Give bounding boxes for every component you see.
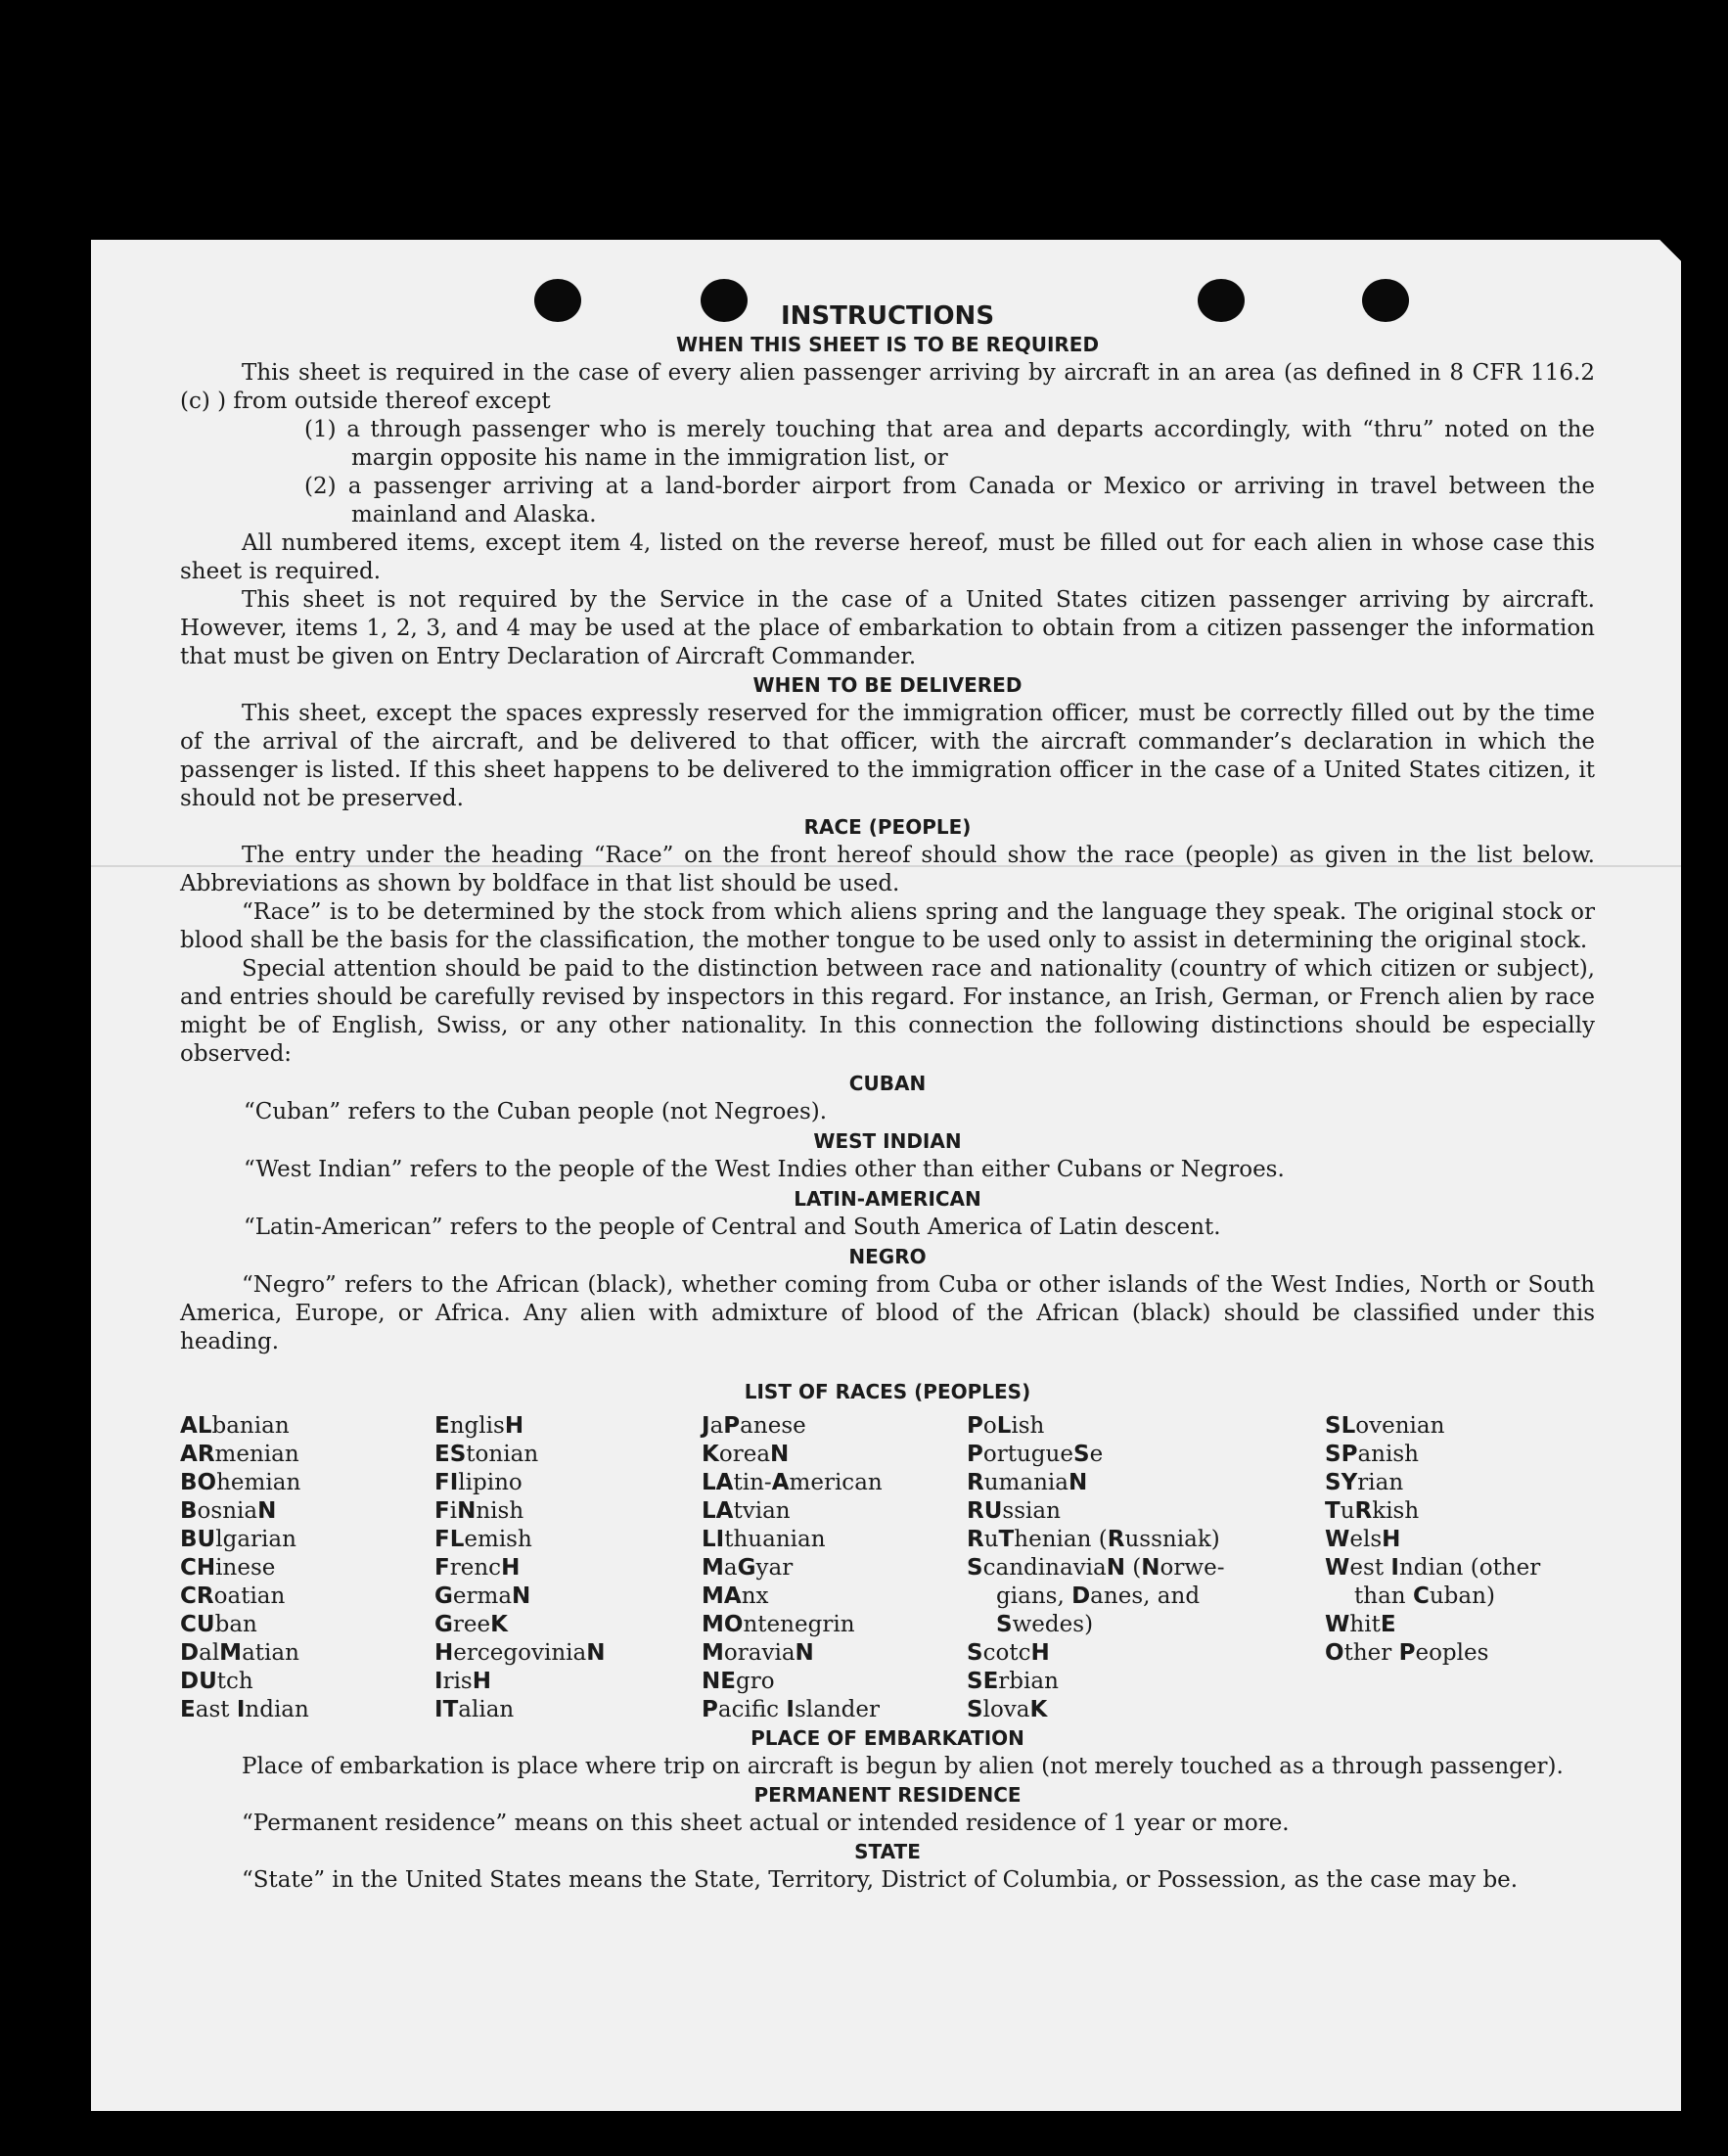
race-entry: GermaN <box>434 1583 531 1609</box>
race-column <box>434 1412 702 1724</box>
document-sheet <box>91 240 1681 2111</box>
race-entry: than Cuban) <box>1354 1583 1495 1609</box>
section-title: RACE (PEOPLE) <box>803 815 972 839</box>
race-entry: LAtin-American <box>702 1470 883 1495</box>
race-entry: WhitE <box>1325 1612 1396 1637</box>
race-entry: West Indian (other <box>1325 1555 1541 1581</box>
race-entry: LIthuanian <box>702 1527 826 1552</box>
section-title: WHEN THIS SHEET IS TO BE REQUIRED <box>675 333 1100 356</box>
race-entry: SYrian <box>1325 1470 1404 1495</box>
section-title: PERMANENT RESIDENCE <box>753 1783 1022 1807</box>
race-entry: MaGyar <box>702 1555 794 1581</box>
race-entry: GreeK <box>434 1612 508 1637</box>
race-column <box>702 1412 967 1724</box>
race-entry: RuThenian (Russniak) <box>967 1527 1220 1552</box>
race-entry: ScotcH <box>967 1640 1050 1666</box>
race-entry: ARmenian <box>180 1442 299 1467</box>
race-entry: FLemish <box>434 1527 532 1552</box>
race-column <box>180 1412 434 1724</box>
paragraph: The entry under the heading “Race” on the front hereof should show the race (people) as given in the list below. Abbreviations as shown by boldface in that list should be used. <box>180 843 1595 896</box>
race-entry: ScandinaviaN (Norwe- <box>967 1555 1225 1581</box>
race-entry: MOntenegrin <box>702 1612 855 1637</box>
race-entry: BUlgarian <box>180 1527 296 1552</box>
paragraph: All numbered items, except item 4, listed on the reverse hereof, must be filled out for each alien in whose case this sheet is required. <box>180 530 1595 584</box>
paragraph: Special attention should be paid to the distinction between race and nationality (country of which citizen or subject), and entries should be carefully revised by inspectors in this regard. For instance, an Irish, German, or French alien by race might be of English, Swiss, or any other nationality. In this connection the following distinctions should be especially observed: <box>180 956 1595 1067</box>
race-entry: BOhemian <box>180 1470 301 1495</box>
paragraph: This sheet is required in the case of every alien passenger arriving by aircraft in an area (as defined in 8 CFR 116.2 (c) ) from outside thereof except <box>180 360 1595 414</box>
race-entry: JaPanese <box>702 1413 806 1439</box>
race-entry: RumaniaN <box>967 1470 1088 1495</box>
race-entry: LAtvian <box>702 1498 791 1524</box>
race-entry: MoraviaN <box>702 1640 814 1666</box>
paragraph: “Permanent residence” means on this sheet actual or intended residence of 1 year or more. <box>242 1811 1290 1836</box>
section-title: PLACE OF EMBARKATION <box>750 1726 1024 1750</box>
race-entry: MAnx <box>702 1583 769 1609</box>
definition: “West Indian” refers to the people of the West Indies other than either Cubans or Negroes. <box>244 1157 1285 1182</box>
race-column <box>1325 1412 1595 1724</box>
definition: “Cuban” refers to the Cuban people (not Negroes). <box>244 1099 828 1124</box>
race-entry: EStonian <box>434 1442 539 1467</box>
subsection-title: CUBAN <box>848 1072 927 1095</box>
race-entry: DalMatian <box>180 1640 299 1666</box>
definition: “Negro” refers to the African (black), whether coming from Cuba or other islands of the West Indies, North or South America, Europe, or Africa. Any alien with admixture of blood of the African (black) should be classified under this heading. <box>180 1272 1595 1354</box>
race-entry: PortugueSe <box>967 1442 1104 1467</box>
race-column <box>967 1412 1325 1724</box>
race-entry: Swedes) <box>996 1612 1094 1637</box>
list-item: (2) a passenger arriving at a land-border airport from Canada or Mexico or arriving in travel between the mainland and Alaska. <box>304 474 1595 528</box>
race-entry: ITalian <box>434 1697 515 1722</box>
list-item: (1) a through passenger who is merely touching that area and departs accordingly, with “thru” noted on the margin opposite his name in the immigration list, or <box>304 417 1595 471</box>
page-title: INSTRUCTIONS <box>780 301 995 331</box>
race-entry: WelsH <box>1325 1527 1401 1552</box>
race-entry: SErbian <box>967 1669 1059 1694</box>
definition: “Latin-American” refers to the people of Central and South America of Latin descent. <box>244 1215 1221 1240</box>
subsection-title: LATIN-AMERICAN <box>794 1187 981 1211</box>
section-title: WHEN TO BE DELIVERED <box>752 673 1023 697</box>
race-entry: CHinese <box>180 1555 276 1581</box>
subsection-title: WEST INDIAN <box>813 1129 962 1153</box>
race-entry: FiNnish <box>434 1498 524 1524</box>
paragraph: Place of embarkation is place where trip on aircraft is begun by alien (not merely touched as a through passenger). <box>242 1754 1564 1779</box>
race-entry: CRoatian <box>180 1583 286 1609</box>
race-entry: KoreaN <box>702 1442 790 1467</box>
race-entry: IrisH <box>434 1669 491 1694</box>
race-entry: NEgro <box>702 1669 775 1694</box>
race-entry: Other Peoples <box>1325 1640 1489 1666</box>
race-entry: TuRkish <box>1325 1498 1420 1524</box>
race-entry: Pacifc Islander <box>702 1697 881 1722</box>
race-entry: gians, Danes, and <box>996 1583 1201 1609</box>
race-entry: SlovaK <box>967 1697 1048 1722</box>
race-entry: ALbanian <box>180 1413 290 1439</box>
race-entry: SLovenian <box>1325 1413 1445 1439</box>
subsection-title: NEGRO <box>848 1245 927 1268</box>
race-entry: FIlipino <box>434 1470 523 1495</box>
paragraph: This sheet is not required by the Service in the case of a United States citizen passenger arriving by aircraft. However, items 1, 2, 3, and 4 may be used at the place of embarkation to obtain from a citizen passenger the information that must be given on Entry Declaration of Aircraft Commander. <box>180 587 1595 669</box>
instructions-body <box>180 301 1595 1895</box>
paragraph: This sheet, except the spaces expressly reserved for the immigration officer, must be correctly filled out by the time of the arrival of the aircraft, and be delivered to that officer, with the aircraft commander’s declaration in which the passenger is listed. If this sheet happens to be delivered to the immigration officer in the case of a United States citizen, it should not be preserved. <box>180 701 1595 811</box>
paragraph: “Race” is to be determined by the stock from which aliens spring and the language they speak. The original stock or blood shall be the basis for the classification, the mother tongue to be used only to assist in determining the original stock. <box>180 899 1595 953</box>
races-list <box>180 1412 1595 1724</box>
race-entry: HercegoviniaN <box>434 1640 606 1666</box>
paragraph: “State” in the United States means the State, Territory, District of Columbia, or Possession, as the case may be. <box>242 1867 1519 1893</box>
race-entry: FrencH <box>434 1555 521 1581</box>
section-title: STATE <box>854 1840 921 1863</box>
race-entry: East Indian <box>180 1697 309 1722</box>
race-entry: PoLish <box>967 1413 1045 1439</box>
race-entry: EnglisH <box>434 1413 524 1439</box>
race-entry: BosniaN <box>180 1498 277 1524</box>
race-entry: CUban <box>180 1612 257 1637</box>
race-entry: RUssian <box>967 1498 1061 1524</box>
race-entry: SPanish <box>1325 1442 1419 1467</box>
race-entry: DUtch <box>180 1669 253 1694</box>
section-title: LIST OF RACES (PEOPLES) <box>744 1380 1031 1403</box>
